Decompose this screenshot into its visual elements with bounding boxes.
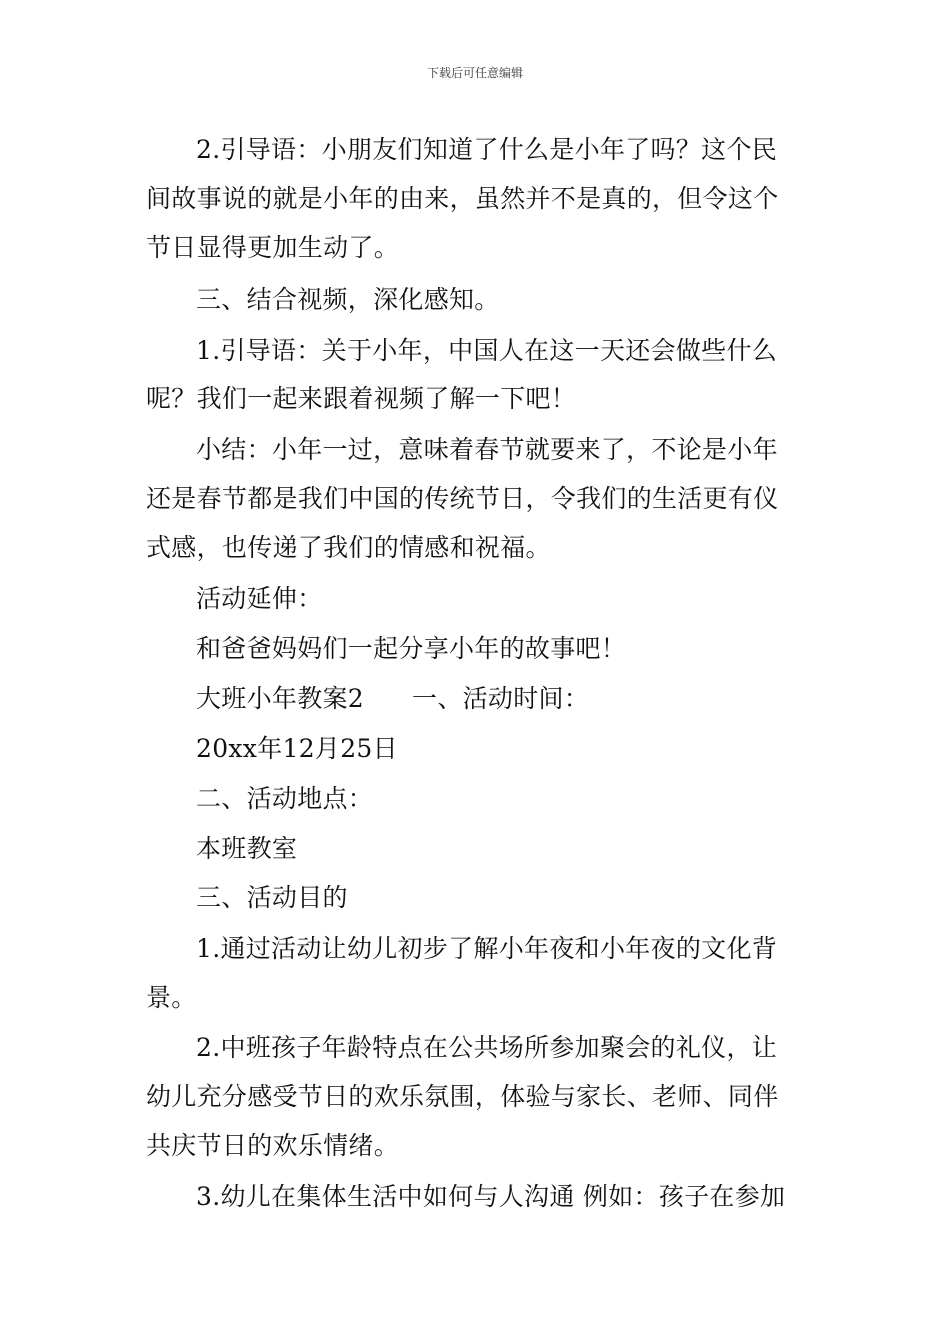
- paragraph-line: 本班教室: [196, 834, 298, 863]
- section-heading: 一、活动时间：: [412, 684, 590, 713]
- section-heading: 三、活动目的: [196, 883, 348, 912]
- paragraph-line: 还是春节都是我们中国的传统节日，令我们的生活更有仪: [146, 484, 779, 513]
- lesson-title-line: [196, 683, 589, 715]
- paragraph-line: 2.引导语：小朋友们知道了什么是小年了吗？这个民: [196, 135, 778, 164]
- paragraph-line: 2.中班孩子年龄特点在公共场所参加聚会的礼仪，让: [196, 1033, 778, 1062]
- paragraph-line: 景。: [146, 983, 197, 1012]
- paragraph-line: 和爸爸妈妈们一起分享小年的故事吧！: [196, 634, 627, 663]
- lesson-title: 大班小年教案2: [196, 684, 365, 713]
- paragraph-line: 共庆节日的欢乐情绪。: [146, 1131, 400, 1160]
- paragraph-line: 1.通过活动让幼儿初步了解小年夜和小年夜的文化背: [196, 934, 778, 963]
- paragraph-line: 1.引导语：关于小年，中国人在这一天还会做些什么: [196, 336, 778, 365]
- paragraph-line: 节日显得更加生动了。: [146, 233, 400, 262]
- paragraph-line: 间故事说的就是小年的由来，虽然并不是真的，但令这个: [146, 184, 779, 213]
- section-heading: 三、结合视频，深化感知。: [196, 285, 500, 314]
- section-heading: 活动延伸：: [196, 584, 323, 613]
- paragraph-line: 3.幼儿在集体生活中如何与人沟通 例如：孩子在参加: [196, 1182, 786, 1211]
- paragraph-line: 20xx年12月25日: [196, 734, 398, 763]
- paragraph-line: 幼儿充分感受节日的欢乐氛围，体验与家长、老师、同伴: [146, 1082, 779, 1111]
- paragraph-line: 小结：小年一过，意味着春节就要来了，不论是小年: [196, 435, 778, 464]
- paragraph-line: 呢？我们一起来跟着视频了解一下吧！: [146, 384, 577, 413]
- paragraph-line: 式感，也传递了我们的情感和祝福。: [146, 533, 551, 562]
- section-heading: 二、活动地点：: [196, 784, 374, 813]
- page-header-note: 下载后可任意编辑: [426, 66, 523, 80]
